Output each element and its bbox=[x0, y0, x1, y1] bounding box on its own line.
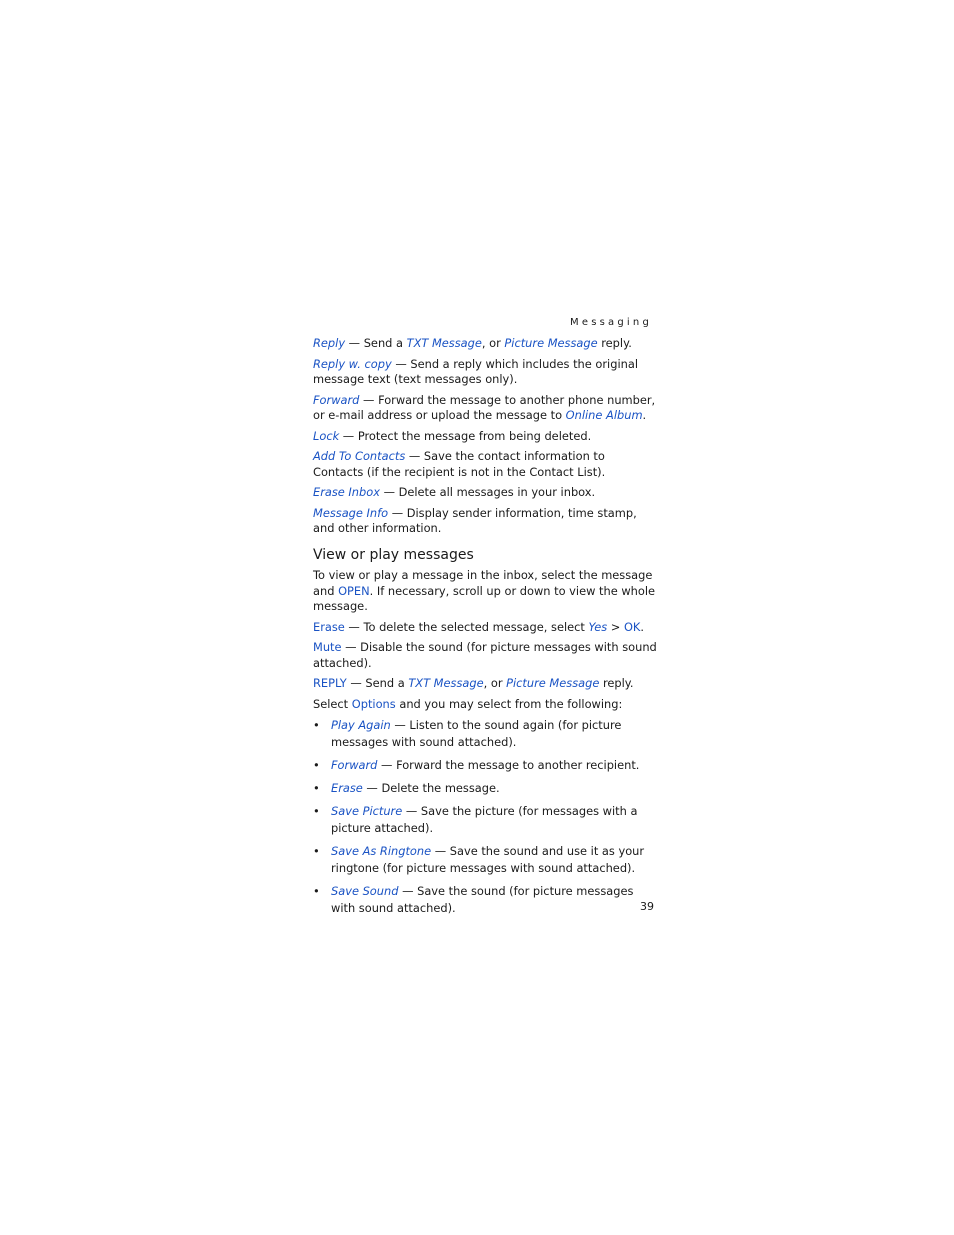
key-label: Options bbox=[351, 696, 396, 711]
option-lock: Lock — Protect the message from being deleted. bbox=[313, 428, 592, 443]
option-term: Add To Contacts bbox=[313, 449, 406, 463]
page-number: 39 bbox=[640, 900, 654, 913]
option-add-to-contacts: Add To Contacts — Save the contact information to Contacts (if the recipient is not in the Contact List). bbox=[313, 449, 606, 479]
key-label: Erase bbox=[313, 619, 345, 634]
option-term: Forward bbox=[313, 392, 360, 407]
bullet-icon: • bbox=[313, 781, 320, 795]
option-term: Save Sound bbox=[331, 884, 399, 898]
menu-term: TXT Message bbox=[406, 336, 482, 350]
reply-instruction: REPLY — Send a TXT Message, or Picture Message reply. bbox=[313, 676, 634, 690]
menu-term: Picture Message bbox=[506, 676, 600, 690]
menu-term: TXT Message bbox=[408, 676, 484, 690]
options-bullet-list bbox=[313, 717, 658, 917]
key-label: OK bbox=[623, 619, 641, 634]
menu-term: Yes bbox=[588, 619, 608, 634]
list-item: • Save Sound — Save the sound (for picture messages with sound attached). bbox=[313, 884, 634, 915]
option-forward: Forward — Forward the message to another phone number, or e-mail address or upload the message to Online Album. bbox=[313, 392, 656, 422]
option-term: Erase Inbox bbox=[313, 485, 380, 499]
list-item: • Save As Ringtone — Save the sound and use it as your ringtone (for picture messages with sound attached). bbox=[313, 844, 645, 875]
key-label: REPLY bbox=[313, 676, 347, 690]
option-reply: Reply — Send a TXT Message, or Picture Message reply. bbox=[313, 336, 632, 350]
list-item: • Save Picture — Save the picture (for messages with a picture attached). bbox=[313, 804, 638, 835]
option-term: Lock bbox=[313, 428, 340, 443]
key-label: OPEN bbox=[338, 583, 370, 598]
option-term: Erase bbox=[331, 781, 363, 795]
list-item: • Erase — Delete the message. bbox=[313, 781, 500, 795]
menu-term: Picture Message bbox=[504, 336, 598, 350]
list-item: • Forward — Forward the message to another recipient. bbox=[313, 758, 640, 772]
bullet-icon: • bbox=[313, 718, 320, 732]
options-intro: Select Options and you may select from the following: bbox=[313, 696, 623, 711]
list-item: • Play Again — Listen to the sound again (for picture messages with sound attached). bbox=[313, 718, 622, 749]
option-term: Reply bbox=[313, 336, 346, 350]
option-term: Forward bbox=[331, 758, 378, 772]
bullet-icon: • bbox=[313, 844, 320, 858]
bullet-icon: • bbox=[313, 758, 320, 772]
option-term: Play Again bbox=[331, 718, 391, 732]
page-content bbox=[313, 336, 658, 923]
section-intro: To view or play a message in the inbox, select the message and OPEN. If necessary, scroll up or down to view the whole message. bbox=[313, 568, 656, 613]
mute-instruction: Mute — Disable the sound (for picture messages with sound attached). bbox=[313, 640, 657, 670]
option-term: Message Info bbox=[313, 505, 389, 520]
option-term: Save As Ringtone bbox=[331, 844, 432, 858]
section-heading: View or play messages bbox=[313, 546, 474, 563]
option-reply-copy: Reply w. copy — Send a reply which includes the original message text (text messages only). bbox=[313, 356, 638, 386]
option-message-info: Message Info — Display sender information, time stamp, and other information. bbox=[313, 505, 637, 535]
bullet-icon: • bbox=[313, 804, 320, 818]
erase-instruction: Erase — To delete the selected message, select Yes > OK. bbox=[313, 619, 644, 634]
option-term: Save Picture bbox=[331, 804, 403, 818]
bullet-icon: • bbox=[313, 884, 320, 898]
running-head: Messaging bbox=[570, 317, 652, 328]
key-label: Mute bbox=[313, 640, 342, 654]
menu-term: Online Album bbox=[565, 408, 643, 422]
option-erase-inbox: Erase Inbox — Delete all messages in your inbox. bbox=[313, 485, 596, 499]
option-term: Reply w. copy bbox=[313, 356, 392, 371]
